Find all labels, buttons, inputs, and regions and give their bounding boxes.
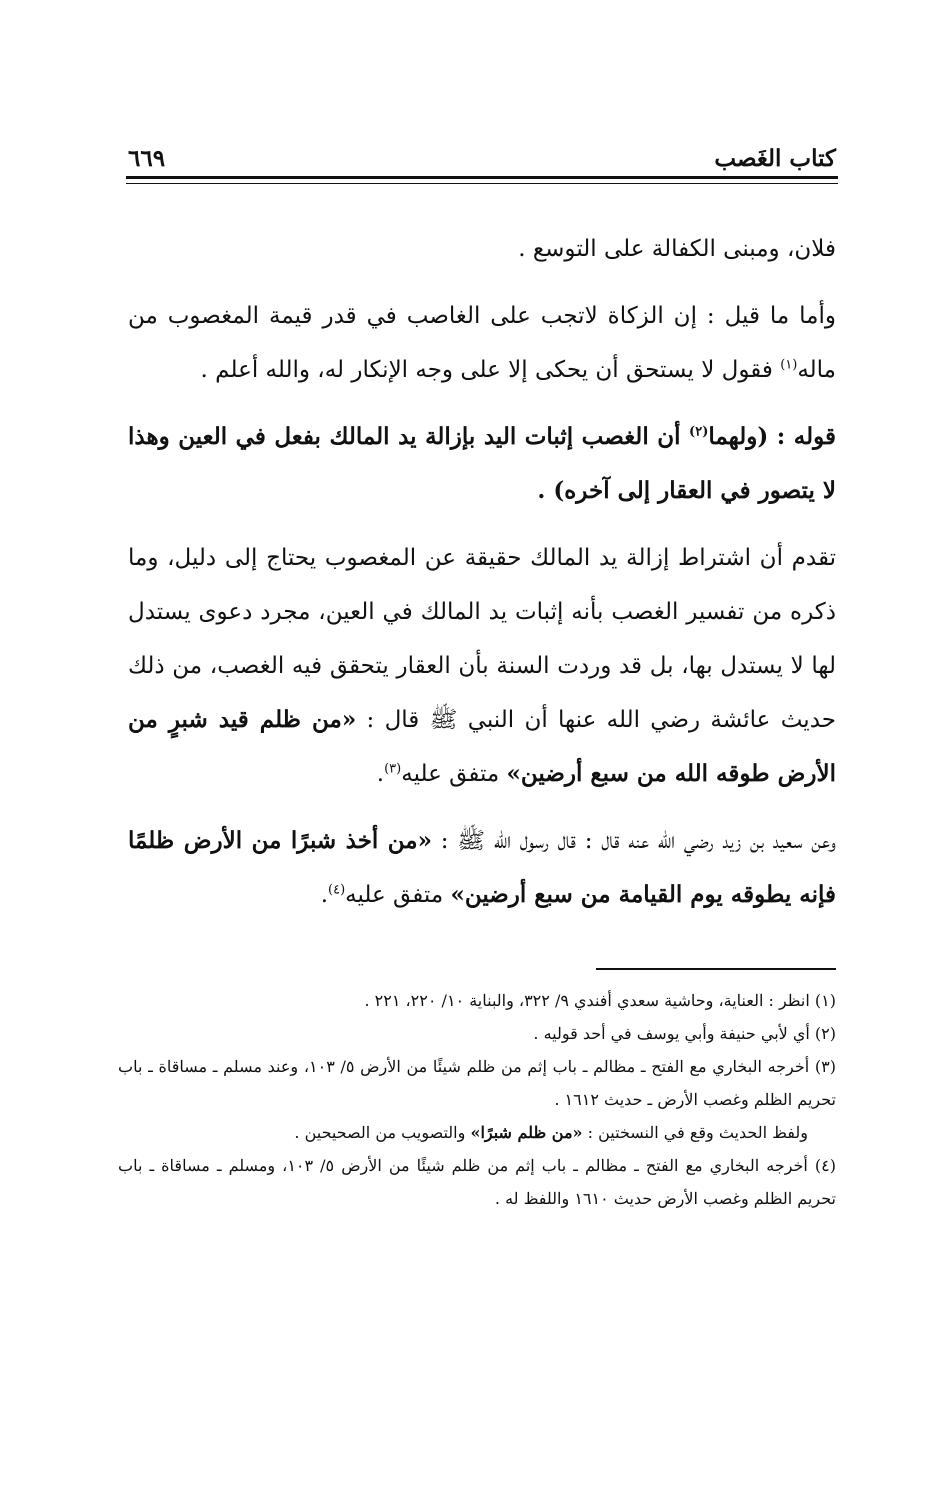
footnote-3-note: ولفظ الحديث وقع في النسختين : «من ظلم شبرًا» والتصويب من الصحيحين .: [294, 1123, 808, 1142]
footnote-ref-1[interactable]: (١): [780, 357, 798, 373]
paragraph-5: وعن سعيد بن زيد رضي الله عنه قال : قال رسول الله ﷺ : «من أخذ شبرًا من الأرض ظلمًا فإنه يطوقه يوم القيامة من سبع أرضين» متفق عليه$^{(٤)}$.: [128, 827, 837, 908]
footnote-2: (٢) أي لأبي حنيفة وأبي يوسف في أحد قوليه .: [533, 1024, 836, 1043]
footnote-separator: [596, 968, 836, 970]
paragraph-3-quoted-text: قوله : (ولهما$^{(٢)}$ أن الغصب إثبات اليد بإزالة يد المالك بفعل في العين وهذا لا يتصور في العقار إلى آخره) .: [128, 423, 836, 504]
footnote-ref-3[interactable]: (٣): [384, 761, 402, 777]
footnotes: [118, 984, 836, 1215]
hadith-quote-2: «من أخذ شبرًا من الأرض ظلمًا فإنه يطوقه يوم القيامة من سبع أرضين»: [128, 827, 836, 908]
header-rule-thin: [126, 183, 838, 184]
footnote-3: (٣) أخرجه البخاري مع الفتح ـ مظالم ـ باب إثم من ظلم شيئًا من الأرض ٥/ ١٠٣، وعند مسلم ـ مساقاة ـ باب تحريم الظلم وغصب الأرض ـ حديث ١٦١٢ .: [118, 1057, 836, 1109]
footnote-1: (١) انظر : العناية، وحاشية سعدي أفندي ٩/ ٣٢٢، والبناية ١٠/ ٢٢٠، ٢٢١ .: [364, 991, 836, 1010]
paragraph-2: وأما ما قيل : إن الزكاة لاتجب على الغاصب في قدر قيمة المغصوب من ماله$^{(١)}$ فقول لا يستحق أن يحكى إلا على وجه الإنكار له، والله أعلم .: [128, 303, 836, 383]
header-rule-thick: [126, 176, 838, 179]
page-number: ٦٦٩: [128, 145, 166, 172]
hadith-quote-1: «من ظلم قيد شبرٍ من الأرض طوقه الله من سبع أرضين»: [128, 706, 836, 787]
footnote-ref-4[interactable]: (٤): [328, 882, 346, 898]
footnote-ref-2[interactable]: (٢): [689, 424, 709, 440]
paragraph-4: تقدم أن اشتراط إزالة يد المالك حقيقة عن المغصوب يحتاج إلى دليل، وما ذكره من تفسير الغصب بأنه إثبات يد المالك في العين، مجرد دعوى يستدل لها لا يستدل بها، بل قد وردت السنة بأن العقار يتحقق فيه الغصب، من ذلك حديث عائشة رضي الله عنها أن النبي ﷺ قال : «من ظلم قيد شبرٍ من الأرض طوقه الله من سبع أرضين» متفق عليه$^{(٣)}$.: [128, 545, 836, 787]
paragraph-1: فلان، ومبنى الكفالة على التوسع .: [518, 236, 836, 262]
footnote-3-quote: «من ظلم شبرًا»: [470, 1123, 583, 1142]
chapter-title: كتاب الغَصب: [714, 145, 836, 172]
footnote-4: (٤) أخرجه البخاري مع الفتح ـ مظالم ـ باب إثم من ظلم شيئًا من الأرض ٥/ ١٠٣، ومسلم ـ مساقاة ـ باب تحريم الظلم وغصب الأرض حديث ١٦١٠ واللفظ له .: [118, 1156, 837, 1208]
main-text: [128, 222, 836, 935]
page-header: [128, 132, 836, 172]
